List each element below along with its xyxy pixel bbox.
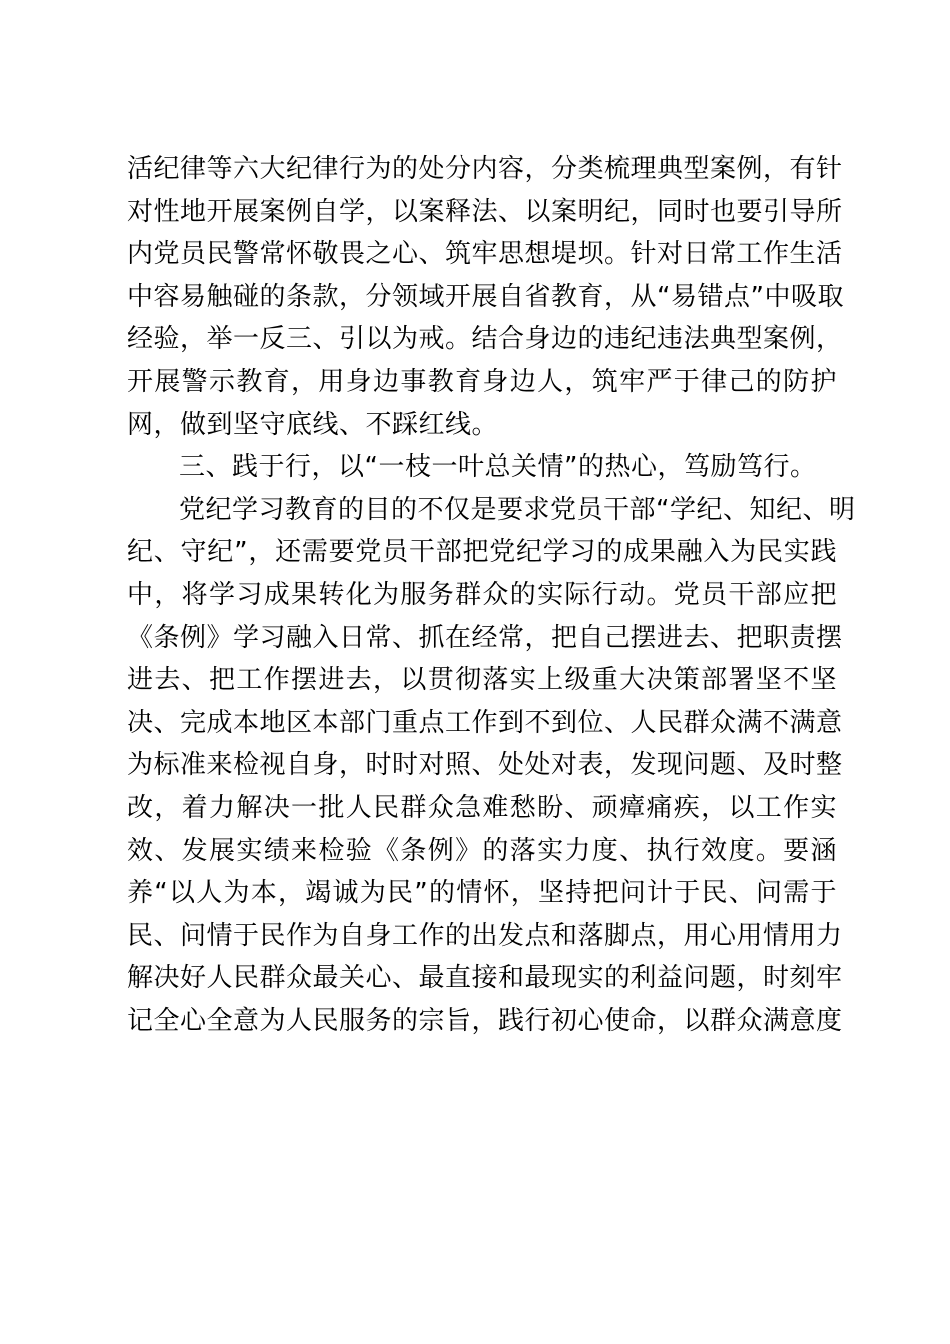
paragraph-1 — [127, 148, 844, 446]
text-line: 中容易触碰的条款，分领域开展自省教育，从“易错点”中吸取 — [127, 281, 844, 312]
section-heading: 三、践于行，以“一枝一叶总关情”的热心，笃励笃行。 — [179, 452, 817, 483]
text-line: 为标准来检视自身，时时对照、处处对表，发现问题、及时整 — [127, 750, 843, 781]
text-line: 民、问情于民作为自身工作的出发点和落脚点，用心用情用力 — [127, 920, 843, 951]
text-line: 效、发展实绩来检验《条例》的落实力度、执行效度。要涵 — [127, 835, 837, 866]
text-line: 对性地开展案例自学，以案释法、以案明纪，同时也要引导所 — [127, 196, 843, 227]
text-line: 内党员民警常怀敬畏之心、筑牢思想堤坝。针对日常工作生活 — [127, 239, 843, 270]
text-line: 纪、守纪”，还需要党员干部把党纪学习的成果融入为民实践 — [127, 537, 837, 568]
text-line: 网，做到坚守底线、不踩红线。 — [127, 409, 499, 440]
text-line: 决、完成本地区本部门重点工作到不到位、人民群众满不满意 — [127, 707, 843, 738]
text-line: 活纪律等六大纪律行为的处分内容，分类梳理典型案例，有针 — [127, 154, 843, 184]
text-line: 中，将学习成果转化为服务群众的实际行动。党员干部应把 — [127, 579, 837, 610]
text-line: 记全心全意为人民服务的宗旨，践行初心使命，以群众满意度 — [127, 1005, 843, 1036]
text-line: 解决好人民群众最关心、最直接和最现实的利益问题，时刻牢 — [127, 963, 843, 994]
paragraph-2 — [127, 489, 856, 1043]
text-line: 改，着力解决一批人民群众急难愁盼、顽瘴痛疾，以工作实 — [127, 792, 837, 823]
text-line: 《条例》学习融入日常、抓在经常，把自己摆进去、把职责摆 — [127, 622, 843, 653]
body-text — [127, 148, 856, 1042]
text-line: 养“以人为本，竭诚为民”的情怀，坚持把问计于民、问需于 — [127, 878, 837, 909]
text-line: 经验，举一反三、引以为戒。结合身边的违纪违法典型案例， — [127, 324, 843, 355]
text-line: 党纪学习教育的目的不仅是要求党员干部“学纪、知纪、明 — [179, 494, 856, 525]
text-line: 开展警示教育，用身边事教育身边人，筑牢严于律己的防护 — [127, 366, 837, 397]
text-line: 进去、把工作摆进去，以贯彻落实上级重大决策部署坚不坚 — [127, 665, 837, 696]
